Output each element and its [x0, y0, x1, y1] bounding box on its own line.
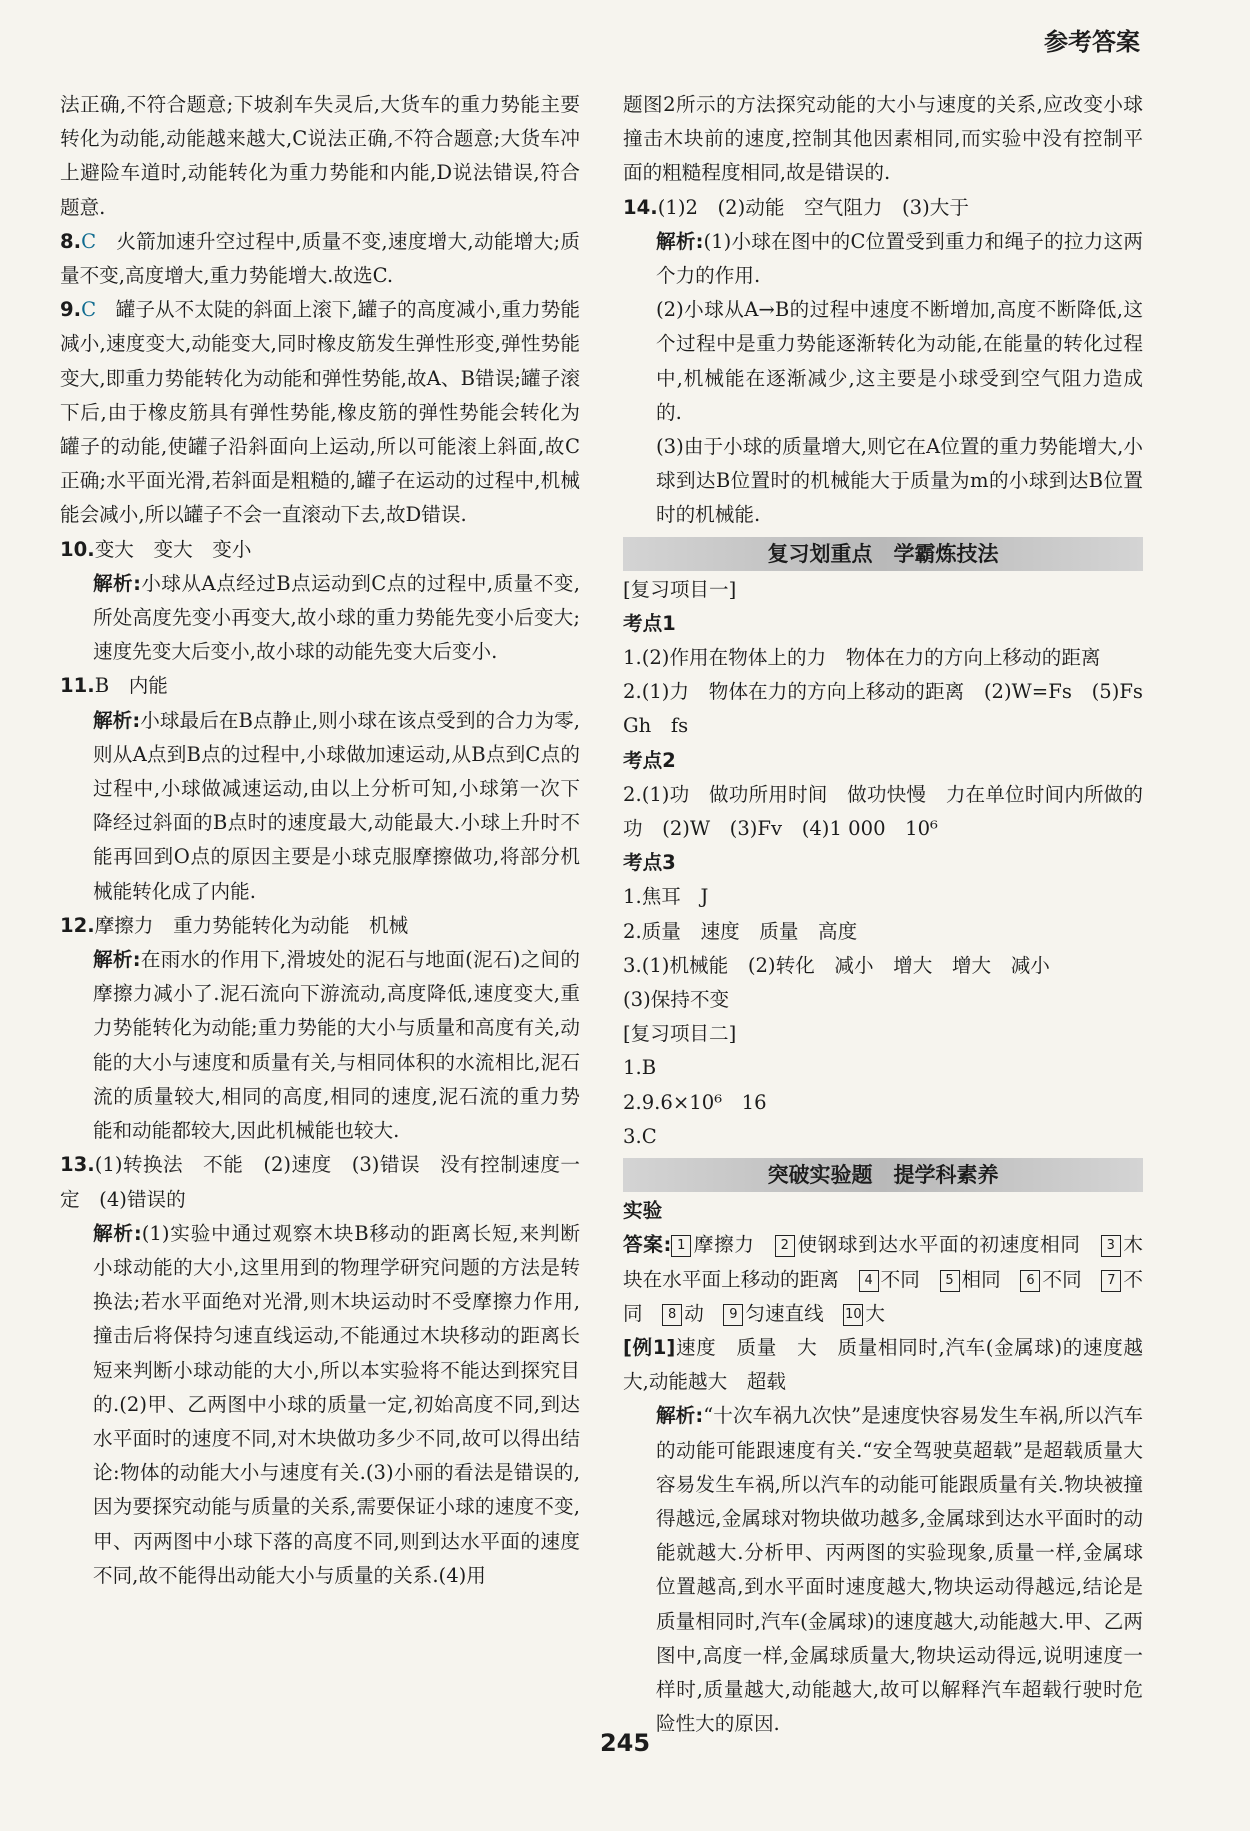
explanation-text: 小球从A点经过B点运动到C点的过程中,质量不变,所处高度先变小再变大,故小球的重力势能先变小后变大;速度先变大后变小,故小球的动能先变大后变小.: [93, 571, 581, 664]
experiment-answers: [623, 1228, 1143, 1331]
blank-answer: 相同: [961, 1267, 1021, 1291]
blank-number-box: 3: [1101, 1235, 1121, 1257]
page-header-title: 参考答案: [1044, 28, 1140, 56]
subsection-heading: [623, 1194, 1143, 1228]
text-line: 2.9.6×10⁶ 16: [623, 1090, 767, 1114]
explanation-label: 解析:: [656, 1404, 704, 1428]
blank-answer: 不同: [880, 1267, 940, 1291]
question-answer: [60, 225, 580, 293]
blank-answer: 不同: [623, 1267, 1144, 1325]
section-banner: 复习划重点 学霸炼技法: [623, 537, 1143, 571]
example-text: 速度 质量 大 质量相同时,汽车(金属球)的速度越大,动能越大 超载: [623, 1335, 1143, 1394]
explanation: [60, 943, 580, 1148]
question-number: 13.: [60, 1153, 95, 1177]
text-line: 1.B: [623, 1056, 657, 1080]
explanation: [60, 567, 580, 670]
text-line: 法正确,不符合题意;下坡刹车失灵后,大货车的重力势能主要转化为动能,动能越来越大,C说法正确,不符合题意;大货车冲上避险车道时,动能转化为重力势能和内能,D说法错误,符合题意.: [60, 93, 580, 219]
blank-number-box: 9: [723, 1304, 743, 1326]
text-line: [复习项目二]: [623, 1022, 737, 1046]
answer-text: 火箭加速升空过程中,质量不变,速度增大,动能增大;质量不变,高度增大,重力势能增大.故选C.: [60, 229, 580, 288]
blank-answer: 匀速直线: [745, 1301, 844, 1325]
left-column: [60, 88, 580, 1593]
answer-text: 摩擦力 重力势能转化为动能 机械: [94, 913, 409, 937]
text-line: 3.(1)机械能 (2)转化 减小 增大 增大 减小: [623, 953, 1050, 977]
question-number: 10.: [60, 537, 95, 561]
subsection-heading-text: 实验: [623, 1199, 663, 1223]
question-answer: [60, 669, 580, 703]
explanation-label: 解析:: [93, 1221, 142, 1245]
text-line: 2.质量 速度 质量 高度: [623, 919, 858, 943]
page-number: 245: [599, 1729, 651, 1757]
answers-label: 答案:: [623, 1233, 672, 1257]
answer-text: B 内能: [94, 674, 168, 698]
explanation-label: 解析:: [93, 708, 141, 732]
explanation-continued: (3)由于小球的质量增大,则它在A位置的重力势能增大,小球到达B位置时的机械能大于质量为m的小球到达B位置时的机械能.: [656, 435, 1143, 527]
blank-number-box: 6: [1020, 1270, 1040, 1292]
blank-answer: 摩擦力: [693, 1233, 775, 1257]
question-number: 8.: [60, 229, 82, 253]
explanation-text: (1)实验中通过观察木块B移动的距离长短,来判断小球动能的大小,这里用到的物理学研究问题的方法是转换法;若水平面绝对光滑,则木块运动时不受摩擦力作用,撞击后将保持匀速直线运动,不能通过木块移动的距离长短来判断小球动能的大小,所以本实验将不能达到探究目的.(2)甲、乙两图中小球的质量一定,初始高度不同,到达水平面时的速度不同,对木块做功多少不同,故可以得出结论:物体的动能大小与速度有关.(3)小丽的看法是错误的,因为要探究动能与质量的关系,需要保证小球的速度不变,甲、丙两图中小球下落的高度不同,则到达水平面的速度不同,故不能得出动能大小与质量的关系.(4)用: [93, 1221, 580, 1587]
answer-text: 变大 变大 变小: [94, 537, 252, 561]
answer-choice: C: [81, 229, 97, 253]
explanation: [60, 1217, 580, 1593]
blank-answer: 动: [684, 1301, 724, 1325]
example-answer: [623, 1331, 1143, 1399]
subsection-heading-text: 考点2: [623, 748, 676, 772]
subsection-heading-text: 考点3: [623, 851, 676, 875]
question-number: 9.: [60, 298, 82, 322]
text-line: 2.(1)功 做功所用时间 做功快慢 力在单位时间内所做的功 (2)W (3)Fv (4)1 000 10⁶: [623, 782, 1143, 841]
explanation-label: 解析:: [93, 948, 141, 972]
blank-answer: 大: [865, 1301, 905, 1325]
explanation-text: “十次车祸九次快”是速度快容易发生车祸,所以汽车的动能可能跟速度有关.“安全驾驶莫超载”是超载质量大容易发生车祸,所以汽车的动能可能跟质量有关.物块被撞得越远,金属球对物块做功越多,金属球到达水平面时的动能就越大.分析甲、丙两图的实验现象,质量一样,金属球位置越高,到水平面时速度越大,物块运动得越远,结论是质量相同时,汽车(金属球)的速度越大,动能越大.甲、乙两图中,高度一样,金属球质量大,物块运动得远,说明速度一样时,质量越大,动能越大,故可以解释汽车超载行驶时危险性大的原因.: [656, 1404, 1143, 1736]
answer-text: (1)2 (2)动能 空气阻力 (3)大于: [657, 195, 969, 219]
explanation-continued: (2)小球从A→B的过程中速度不断增加,高度不断降低,这个过程中是重力势能逐渐转化为动能,在能量的转化过程中,机械能在逐渐减少,这主要是小球受到空气阻力造成的.: [656, 298, 1143, 424]
question-answer: [623, 191, 1143, 225]
right-column: [623, 88, 1163, 1741]
explanation-text: 在雨水的作用下,滑坡处的泥石与地面(泥石)之间的摩擦力减小了.泥石流向下游流动,高度降低,速度变大,重力势能转化为动能;重力势能的大小与质量和高度有关,动能的大小与速度和质量有关,与相同体积的水流相比,泥石流的质量较大,相同的高度,相同的速度,泥石流的重力势能和动能都较大,因此机械能也较大.: [93, 948, 580, 1143]
subsection-heading: [623, 744, 1143, 778]
question-number: 14.: [623, 195, 658, 219]
text-line: (3)保持不变: [623, 988, 730, 1012]
text-line: 3.C: [623, 1124, 657, 1148]
blank-number-box: 1: [671, 1235, 691, 1257]
explanation: [623, 1399, 1143, 1741]
text-line: 1.焦耳 J: [623, 885, 709, 909]
question-number: 12.: [60, 913, 95, 937]
question-answer: [60, 293, 580, 532]
blank-answer: 使钢球到达水平面的初速度相同: [796, 1233, 1101, 1257]
subsection-heading: [623, 846, 1143, 880]
blank-number-box: 7: [1101, 1270, 1121, 1292]
blank-answer: 不同: [1042, 1267, 1102, 1291]
blank-number-box: 8: [662, 1304, 682, 1326]
example-label: [例1]: [623, 1335, 676, 1359]
subsection-heading-text: 考点1: [623, 611, 676, 635]
answer-text: (1)转换法 不能 (2)速度 (3)错误 没有控制速度一定 (4)错误的: [60, 1153, 580, 1211]
blank-number-box: 10: [843, 1304, 863, 1326]
answer-text: 罐子从不太陡的斜面上滚下,罐子的高度减小,重力势能减小,速度变大,动能变大,同时橡皮筋发生弹性形变,弹性势能变大,即重力势能转化为动能和弹性势能,故A、B错误;罐子滚下后,由于橡皮筋具有弹性势能,橡皮筋的弹性势能会转化为罐子的动能,使罐子沿斜面向上运动,所以可能滚上斜面,故C正确;水平面光滑,若斜面是粗糙的,罐子在运动的过程中,机械能会减小,所以罐子不会一直滚动下去,故D错误.: [60, 298, 580, 527]
question-number: 11.: [60, 674, 95, 698]
question-answer: [60, 909, 580, 943]
blank-answer: 木块在水平面上移动的距离: [623, 1233, 1144, 1291]
explanation-label: 解析:: [93, 571, 141, 595]
explanation-label: 解析:: [656, 229, 704, 253]
text-line: [复习项目一]: [623, 577, 737, 601]
question-answer: [60, 533, 580, 567]
blank-number-box: 2: [775, 1235, 795, 1257]
text-line: 2.(1)力 物体在力的方向上移动的距离 (2)W=Fs (5)Fs Gh fs: [623, 680, 1163, 738]
explanation-text: 小球最后在B点静止,则小球在该点受到的合力为零,则从A点到B点的过程中,小球做加速运动,从B点到C点的过程中,小球做减速运动,由以上分析可知,小球第一次下降经过斜面的B点时的速度最大,动能最大.小球上升时不能再回到O点的原因主要是小球克服摩擦做功,将部分机械能转化成了内能.: [93, 708, 580, 903]
explanation: [60, 704, 580, 909]
text-line: 1.(2)作用在物体上的力 物体在力的方向上移动的距离: [623, 646, 1101, 670]
explanation: [623, 225, 1143, 293]
answer-choice: C: [81, 298, 97, 322]
subsection-heading: [623, 607, 1143, 641]
section-banner: 突破实验题 提学科素养: [623, 1158, 1143, 1192]
question-answer: [60, 1148, 580, 1216]
blank-number-box: 5: [940, 1270, 960, 1292]
blank-number-box: 4: [859, 1270, 879, 1292]
text-line: 题图2所示的方法探究动能的大小与速度的关系,应改变小球撞击木块前的速度,控制其他因素相同,而实验中没有控制平面的粗糙程度相同,故是错误的.: [623, 93, 1143, 185]
explanation-text: (1)小球在图中的C位置受到重力和绳子的拉力这两个力的作用.: [656, 229, 1143, 288]
